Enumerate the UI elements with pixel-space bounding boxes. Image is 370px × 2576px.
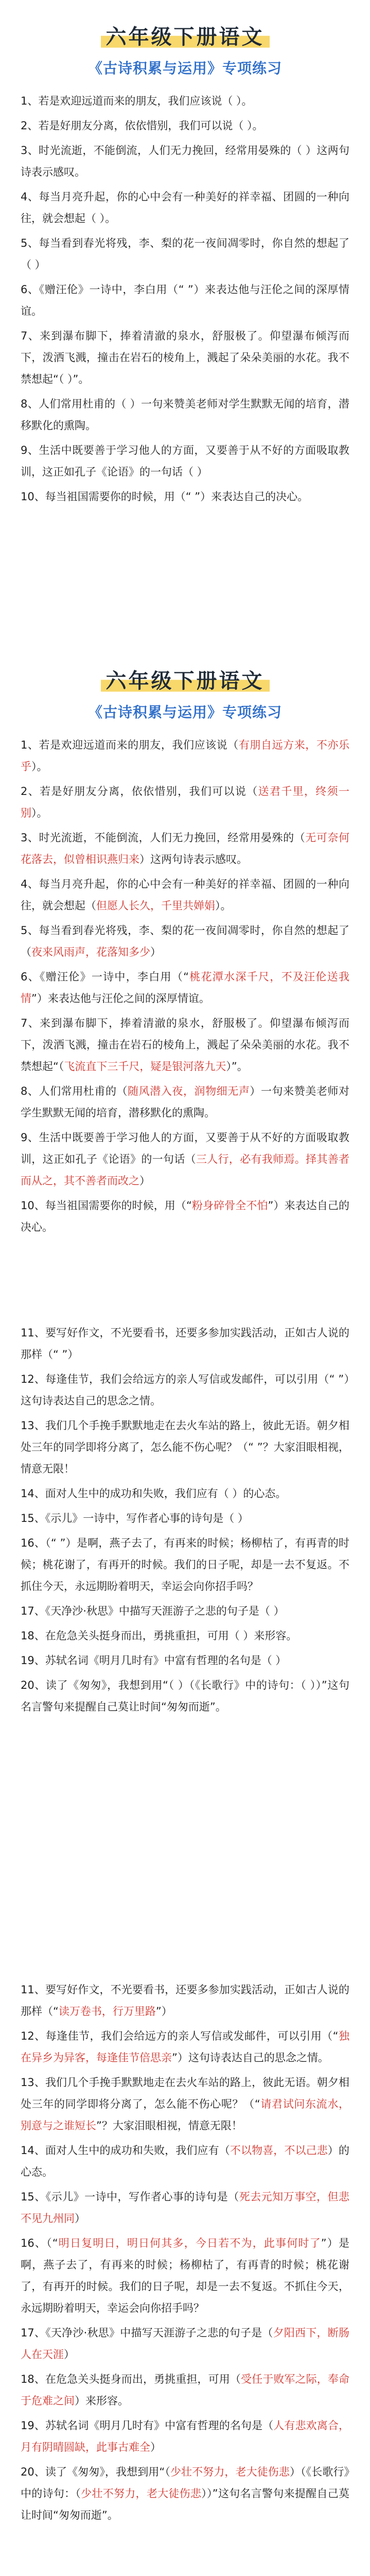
worksheet-blank <box>0 21 370 511</box>
answer-text: 请君试问东流水，别意与之谁短长 <box>21 2098 349 2132</box>
answer-text: 死去元知万事空，但悲不见九州同 <box>21 2191 349 2225</box>
question-16: 16、（“ ”）是啊，燕子去了，有再来的时候；杨柳枯了，有再青的时候；桃花谢了，有再开的时候。我们的日子呢，却是一去不复返。不抓住今天，永远期盼着明天，幸运会向你招手吗？ <box>21 1537 349 1592</box>
question-text: ）。 <box>31 807 48 819</box>
question-7 <box>21 1012 349 1077</box>
question-7: 7、来到瀑布脚下，捧着清澈的泉水，舒服极了。仰望瀑布倾泻而下，泼洒飞溅，撞击在岩石的棱角上，溅起了朵朵美丽的水花。我不禁想起“（ ）”。 <box>21 330 349 385</box>
answer-text: 但愿人长久，千里共婵娟 <box>96 900 215 912</box>
question-list <box>21 90 349 507</box>
question-text: ） <box>150 946 161 958</box>
question-13: 13、我们几个手挽手默默地走在去火车站的路上，彼此无语。朝夕相处三年的同学即将分离了，怎么能不伤心呢？（“ ”？大家泪眼相视，情意无限！ <box>21 1419 349 1475</box>
question-2: 2、若是好朋友分离，依依惜别，我们可以说（ ）。 <box>21 120 263 132</box>
question-text: 10、每当祖国需要你的时候，用（“ <box>21 1199 192 1212</box>
question-text: 2、若是好朋友分离，依依惜别，我们可以说（ <box>21 785 258 798</box>
question-18 <box>21 2368 349 2412</box>
question-4: 4、每当月亮升起，你的心中会有一种美好的祥幸福、团圆的一种向往，就会想起（ ）。 <box>21 191 349 225</box>
question-14 <box>21 2140 349 2183</box>
question-text: ） <box>75 2212 85 2225</box>
question-14: 14、面对人生中的成功和失败，我们应有（ ）的心态。 <box>21 1487 287 1500</box>
question-20 <box>21 2461 349 2526</box>
answer-text: 三人行，必有我师焉。择其善者而从之，其不善者而改之 <box>21 1153 350 1187</box>
question-text: ”）是啊，燕子去了，有再来的时候；杨柳枯了，有再青的时候；桃花谢了，有再开的时候。我们的日子呢，却是一去不复返。不抓住今天，永远期盼着明天，幸运会向你招手吗？ <box>21 2237 349 2314</box>
question-text: ”）来表达他与汪伦之间的深厚情谊。 <box>31 992 210 1005</box>
question-9: 9、生活中既要善于学习他人的方面，又要善于从不好的方面吸取教训，这正如孔子《论语》的一句话（ ） <box>21 444 349 478</box>
question-text: ） <box>150 2441 161 2453</box>
answer-text: 人有悲欢离合，月有阴晴圆缺，此事古难全 <box>21 2419 349 2453</box>
answer-text: 随风潜入夜，润物细无声 <box>128 1085 250 1097</box>
question-5: 5、每当看到春光将残，李、梨的花一夜间凋零时，你自然的想起了（ ） <box>21 237 349 271</box>
answer-text: 独在异乡为异客，每逢佳节倍思亲 <box>21 2030 349 2064</box>
question-8 <box>21 1080 349 1124</box>
question-6: 6、《赠汪伦》一诗中，李白用（“ ”）来表达他与汪伦之间的深厚情谊。 <box>21 283 349 317</box>
answer-text: 受任于败军之际，奉命于危难之间 <box>21 2373 349 2407</box>
question-13 <box>21 2072 349 2137</box>
question-1: 1、若是欢迎远道而来的朋友，我们应该说（ ）。 <box>21 95 253 107</box>
answer-text: 有朋自远方来，不亦乐乎 <box>21 739 350 773</box>
page-subtitle: 《古诗积累与运用》专项练习 <box>87 704 282 721</box>
answer-text: 送君千里，终须一别 <box>21 785 350 819</box>
question-text: 1、若是欢迎远道而来的朋友，我们应该说（ <box>21 739 239 751</box>
answer-text: 明日复明日，明日何其多，今日若不为，此事何时了 <box>58 2237 321 2249</box>
question-3: 3、时光流逝，不能倒流，人们无力挽回，经常用晏殊的（ ）这两句诗表示感叹。 <box>21 144 349 178</box>
worksheet-blank-continued <box>0 1319 370 1721</box>
question-text: 18、在危急关头挺身而出，勇挑重担，可用（ <box>21 2373 241 2385</box>
question-17 <box>21 2322 349 2365</box>
question-text: ）”。 <box>226 1060 248 1073</box>
question-10: 10、每当祖国需要你的时候，用（“ ”）来表达自己的决心。 <box>21 490 309 503</box>
question-10 <box>21 1195 349 1238</box>
question-text: 4、每当月亮升起，你的心中会有一种美好的祥幸福、团圆的一种向往，就会想起（ <box>21 878 349 912</box>
question-list <box>21 1979 349 2526</box>
question-text: 16、（“ <box>21 2237 58 2249</box>
question-text: ） <box>64 2348 75 2361</box>
title-block <box>21 665 349 694</box>
question-2 <box>21 781 349 824</box>
question-text: ）来形容。 <box>75 2395 129 2407</box>
question-text: 13、我们几个手挽手默默地走在去火车站的路上，彼此无语。朝夕相处三年的同学即将分离了，怎么能不伤心呢？（“ <box>21 2076 349 2110</box>
question-6 <box>21 966 349 1009</box>
question-list <box>21 1322 349 1718</box>
question-text: 7、来到瀑布脚下，捧着清澈的泉水，舒服极了。仰望瀑布倾泻而下，泼洒飞溅，撞击在岩石的棱角上，溅起了朵朵美丽的水花。我不禁想起“（ <box>21 1017 349 1073</box>
question-15 <box>21 2186 349 2229</box>
worksheet-answers-continued <box>0 1976 370 2529</box>
worksheet-answers <box>0 665 370 1241</box>
question-20: 20、读了《匆匆》，我想到用“（ ）（《长歌行》中的诗句：（ ））”这句名言警句来提醒自己莫让时间“匆匆而逝”。 <box>21 1679 349 1713</box>
question-text: ）的心态。 <box>21 2144 349 2178</box>
question-text: ”？大家泪眼相视，情意无限！ <box>96 2120 242 2132</box>
answer-text: 无可奈何花落去，似曾相识燕归来 <box>21 832 350 866</box>
question-text: 11、要写好作文，不光要看书，还要多参加实践活动，正如古人说的那样（“ <box>21 1984 349 2018</box>
question-11 <box>21 1979 349 2022</box>
answer-text: 桃花潭水深千尺，不及汪伦送我情 <box>21 971 349 1005</box>
question-18: 18、在危急关头挺身而出，勇挑重担，可用（ ）来形容。 <box>21 1630 297 1642</box>
question-text: 3、时光流逝，不能倒流，人们无力挽回，经常用晏殊的（ <box>21 832 306 844</box>
question-16 <box>21 2232 349 2319</box>
question-19 <box>21 2415 349 2458</box>
answer-text: 粉身碎骨全不怕 <box>191 1199 268 1212</box>
answer-text: 夕阳西下，断肠人在天涯 <box>21 2327 349 2361</box>
question-3 <box>21 827 349 870</box>
page-subtitle: 《古诗积累与运用》专项练习 <box>87 60 282 77</box>
title-block <box>21 21 349 50</box>
question-text: ”）这句诗表达自己的思念之情。 <box>172 2052 329 2064</box>
question-12 <box>21 2025 349 2069</box>
answer-text: 少壮不努力，老大徒伤悲 <box>170 2466 290 2478</box>
question-text: 20、读了《匆匆》，我想到用“（ <box>21 2466 170 2478</box>
question-text: 5、每当看到春光将残，李、梨的花一夜间凋零时，你自然的想起了（ <box>21 924 349 958</box>
question-text: ”） <box>155 2005 172 2018</box>
question-text: ）（《长歌行》中的诗句：（ <box>21 2466 350 2500</box>
question-5 <box>21 920 349 963</box>
page-title: 六年级下册语文 <box>101 21 270 50</box>
question-text: ）一句来赞美老师对学生默默无闻的培育，潜移默化的熏陶。 <box>21 1085 349 1119</box>
question-8: 8、人们常用杜甫的（ ）一句来赞美老师对学生默默无闻的培育，潜移默化的熏陶。 <box>21 398 349 432</box>
answer-text: 飞流直下三千尺，疑是银河落九天 <box>64 1060 226 1073</box>
question-text: ）。 <box>31 760 48 773</box>
question-11: 11、要写好作文，不光要看书，还要多参加实践活动，正如古人说的那样（“ ”） <box>21 1327 349 1361</box>
answer-text: 夜来风雨声，花落知多少 <box>31 946 150 958</box>
answer-text: 读万卷书，行万里路 <box>58 2005 156 2018</box>
question-text: 17、《天净沙·秋思》中描写天涯游子之悲的句子是（ <box>21 2327 273 2339</box>
question-text: ）。 <box>215 900 232 912</box>
question-4 <box>21 873 349 917</box>
question-text: 8、人们常用杜甫的（ <box>21 1085 128 1097</box>
question-17: 17、《天净沙·秋思》中描写天涯游子之悲的句子是（ ） <box>21 1605 285 1617</box>
question-text: 9、生活中既要善于学习他人的方面，又要善于从不好的方面吸取教训，这正如孔子《论语》的一句话（ <box>21 1131 349 1165</box>
question-text: 14、面对人生中的成功和失败，我们应有（ <box>21 2144 230 2157</box>
question-1 <box>21 734 349 777</box>
question-text: ））”这句名言警句来提醒自己莫让时间“匆匆而逝”。 <box>21 2487 350 2521</box>
question-9 <box>21 1127 349 1192</box>
question-15: 15、《示儿》一诗中，写作者心事的诗句是（ ） <box>21 1512 249 1524</box>
question-text: 12、每逢佳节，我们会给远方的亲人写信或发邮件，可以引用（“ <box>21 2030 339 2042</box>
answer-text: 少壮不努力，老大徒伤悲 <box>81 2487 202 2500</box>
page-title: 六年级下册语文 <box>101 665 270 694</box>
question-text: 19、苏轼名词《明月几时有》中富有哲理的名句是（ <box>21 2419 274 2432</box>
question-19: 19、苏轼名词《明月几时有》中富有哲理的名句是（ ） <box>21 1654 287 1667</box>
question-12: 12、每逢佳节，我们会给远方的亲人写信或发邮件，可以引用（“ ”）这句诗表达自己的思念之情。 <box>21 1373 349 1407</box>
question-list <box>21 734 349 1238</box>
question-text: ）这两句诗表示感叹。 <box>139 853 248 866</box>
answer-text: 不以物喜，不以己悲 <box>230 2144 328 2157</box>
question-text: 6、《赠汪伦》一诗中，李白用（“ <box>21 971 189 983</box>
question-text: 15、《示儿》一诗中，写作者心事的诗句是（ <box>21 2191 239 2203</box>
question-text: ”）来表达自己的决心。 <box>21 1199 349 1233</box>
question-text: ） <box>139 1175 150 1187</box>
